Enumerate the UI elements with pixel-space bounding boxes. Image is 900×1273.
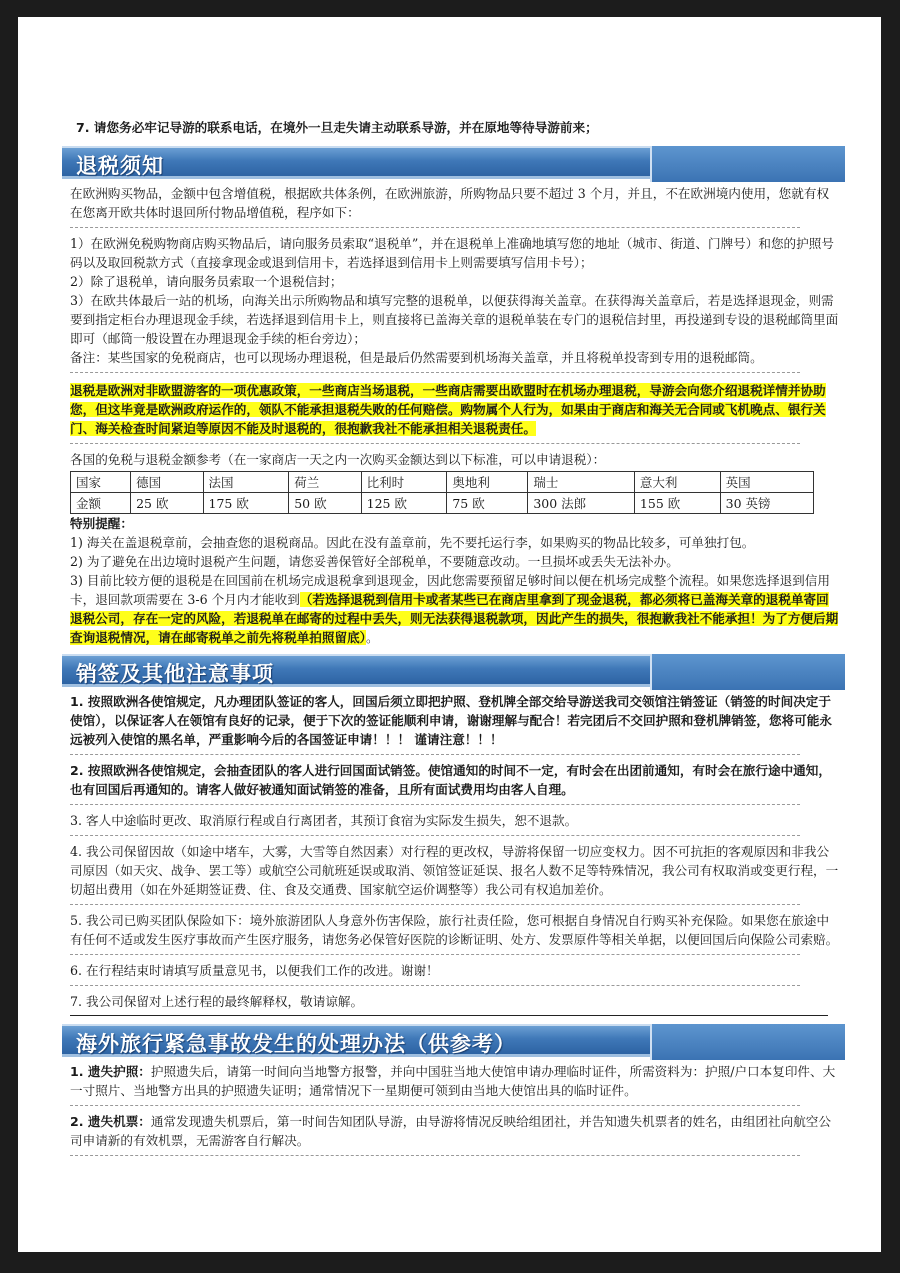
table-cell: 奥地利 (447, 472, 528, 493)
table-cell: 125 欧 (361, 493, 447, 514)
table-cell: 法国 (203, 472, 289, 493)
tax-step-1: 1）在欧洲免税购物商店购买物品后，请向服务员索取“退税单”，并在退税单上准确地填写您的地址（城市、街道、门牌号）和您的护照号码以及取回税款方式（直接拿现金或退到信用卡，若选择退到信用卡上则需要填写信用卡号）； (70, 236, 834, 270)
divider (70, 835, 800, 836)
divider (70, 754, 800, 755)
emergency-item-1 (70, 1062, 840, 1100)
table-cell: 25 欧 (131, 493, 203, 514)
visa-banner (62, 654, 837, 687)
visa-note-2: 2. 按照欧洲各使馆规定，会抽查团队的客人进行回国面试销签。使馆通知的时间不一定，有时会在出团前通知，有时会在旅行途中通知，也有回国后再通知的。请客人做好被通知面试销签的准备，且所有面试费用均由客人自理。 (70, 763, 831, 797)
emergency-item-2-body: 通常发现遗失机票后，第一时间告知团队导游，由导游将情况反映给组团社，并告知遗失机票者的姓名，由组团社向航空公司申请新的有效机票，无需游客自行解决。 (70, 1114, 831, 1148)
emergency-item-2 (70, 1112, 840, 1150)
divider (70, 443, 800, 444)
table-cell: 300 法郎 (528, 493, 635, 514)
divider (70, 227, 800, 228)
tax-intro: 在欧洲购买物品，金额中包含增值税，根据欧共体条例，在欧洲旅游，所购物品只要不超过 3 个月，并且，不在欧洲境内使用，您就有权在您离开欧共体时退回所付物品增值税，程序如下： (70, 186, 830, 220)
visa-note-4: 4. 我公司保留因故（如途中堵车，大雾，大雪等自然因素）对行程的更改权，导游将保留一切应变权力。因不可抗拒的客观原因和非我公司原因（如天灾、战争、罢工等）或航空公司航班延误或取消、领馆签证延误、报名人数不足等特殊情况，我公司有权取消或变更行程，一切超出费用（如在外延期签证费、住、食及交通费、国家航空运价调整等）我公司有权追加差价。 (70, 844, 839, 897)
table-cell: 瑞士 (528, 472, 635, 493)
banner-tab (650, 1024, 845, 1060)
tax-refund-heading: 退税须知 (76, 154, 164, 178)
table-cell: 155 欧 (634, 493, 720, 514)
table-cell: 国家 (71, 472, 131, 493)
divider (70, 954, 800, 955)
tax-refund-banner (62, 146, 837, 179)
table-cell: 德国 (131, 472, 203, 493)
table-cell: 比利时 (361, 472, 447, 493)
tax-threshold-table (70, 471, 814, 514)
reminder-3-highlight: （若选择退税到信用卡或者某些已在商店里拿到了现金退税，都必须将已盖海关章的退税单寄回退税公司，存在一定的风险，若退税单在邮寄的过程中丢失，则无法获得退税款项，因此产生的损失，很抱歉我社不能承担！为了方便后期查询退税情况，请在邮寄税单之前先将税单拍照留底） (70, 592, 839, 645)
visa-note-6: 6. 在行程结束时请填写质量意见书，以便我们工作的改进。谢谢！ (70, 963, 439, 978)
tax-note: 备注：某些国家的免税商店，也可以现场办理退税，但是最后仍然需要到机场海关盖章，并且将税单投寄到专用的退税邮筒。 (70, 350, 763, 365)
emergency-banner (62, 1024, 837, 1057)
table-cell: 175 欧 (203, 493, 289, 514)
reminder-title: 特别提醒： (70, 516, 133, 531)
table-cell: 荷兰 (289, 472, 361, 493)
table-cell: 金额 (71, 493, 131, 514)
table-header-row (71, 472, 814, 493)
divider (70, 904, 800, 905)
intro-item-7: 7. 请您务必牢记导游的联系电话，在境外一旦走失请主动联系导游，并在原地等待导游前来； (76, 120, 598, 135)
banner-tab (650, 654, 845, 690)
divider (70, 985, 800, 986)
table-cell: 50 欧 (289, 493, 361, 514)
tax-highlight-paragraph (70, 381, 840, 438)
divider (70, 804, 800, 805)
tax-table-caption: 各国的免税与退税金额参考（在一家商店一天之内一次购买金额达到以下标准，可以申请退税）： (70, 452, 606, 467)
tax-step-2: 2）除了退税单，请向服务员索取一个退税信封； (70, 274, 343, 289)
visa-heading: 销签及其他注意事项 (76, 662, 274, 686)
table-cell: 30 英镑 (720, 493, 813, 514)
reminder-3-tail: 。 (365, 630, 379, 645)
reminder-3-text: 3) 目前比较方便的退税是在回国前在机场完成退税拿到退现金，因此您需要预留足够时间以便在机场完成整个流程。如果您选择退到信用卡，退回款项需要在 3-6 个月内才能收到 (70, 573, 830, 607)
document-page (18, 17, 881, 1252)
banner-tab (650, 146, 845, 182)
visa-note-7: 7. 我公司保留对上述行程的最终解释权，敬请谅解。 (70, 994, 364, 1009)
table-cell: 75 欧 (447, 493, 528, 514)
reminder-2: 2) 为了避免在出边境时退税产生问题，请您妥善保管好全部税单，不要随意改动。一旦损坏或丢失无法补办。 (70, 554, 679, 569)
divider (70, 1105, 800, 1106)
reminder-3 (70, 571, 840, 647)
table-row (71, 493, 814, 514)
table-cell: 英国 (720, 472, 813, 493)
reminder-1: 1) 海关在盖退税章前，会抽查您的退税商品。因此在没有盖章前，先不要托运行李，如果购买的物品比较多，可单独打包。 (70, 535, 755, 550)
divider (70, 372, 800, 373)
tax-highlight-text: 退税是欧洲对非欧盟游客的一项优惠政策，一些商店当场退税，一些商店需要出欧盟时在机场办理退税，导游会向您介绍退税详情并协助您，但这毕竟是欧洲政府运作的，领队不能承担退税失败的任何赔偿。购物属个人行为，如果由于商店和海关无合同或飞机晚点、银行关门、海关检查时间紧迫等原因不能及时退税的，很抱歉我社不能承担相关退税责任。 (70, 383, 826, 436)
emergency-item-1-body: 护照遗失后，请第一时间向当地警方报警，并向中国驻当地大使馆申请办理临时证件，所需资料为：护照/户口本复印件、大一寸照片、当地警方出具的护照遗失证明；通常情况下一星期便可领到由当地大使馆出具的临时证件。 (70, 1064, 836, 1098)
tax-step-3: 3）在欧共体最后一站的机场，向海关出示所购物品和填写完整的退税单，以便获得海关盖章。在获得海关盖章后，若是选择退现金，则需要到指定柜台办理退现金手续，若选择退到信用卡上，则直接将已盖海关章的退税单装在专门的退税信封里，再投递到专设的退税邮筒里面即可（邮筒一般设置在办理退现金手续的柜台旁边）； (70, 293, 839, 346)
emergency-heading: 海外旅行紧急事故发生的处理办法（供参考） (76, 1032, 516, 1056)
emergency-item-2-title: 2. 遗失机票： (70, 1114, 151, 1129)
visa-note-3: 3. 客人中途临时更改、取消原行程或自行离团者，其预订食宿为实际发生损失，恕不退款。 (70, 813, 578, 828)
emergency-item-1-title: 1. 遗失护照： (70, 1064, 151, 1079)
divider (70, 1155, 800, 1156)
visa-note-1: 1. 按照欧洲各使馆规定，凡办理团队签证的客人，回国后须立即把护照、登机牌全部交给导游送我司交领馆注销签证（销签的时间决定于使馆），以保证客人在领馆有良好的记录，便于下次的签证能顺利申请，谢谢理解与配合！若完团后不交回护照和登机牌销签，您将可能永远被列入使馆的黑名单，严重影响今后的各国签证申请！！！ 谨请注意！！！ (70, 694, 832, 747)
visa-note-5: 5. 我公司已购买团队保险如下：境外旅游团队人身意外伤害保险，旅行社责任险，您可根据自身情况自行购买补充保险。如果您在旅途中有任何不适或发生医疗事故而产生医疗服务，请您务必保管好医院的诊断证明、处方、发票原件等相关单据，以便回国后向保险公司索赔。 (70, 913, 839, 947)
table-cell: 意大利 (634, 472, 720, 493)
document-content (70, 17, 840, 1162)
